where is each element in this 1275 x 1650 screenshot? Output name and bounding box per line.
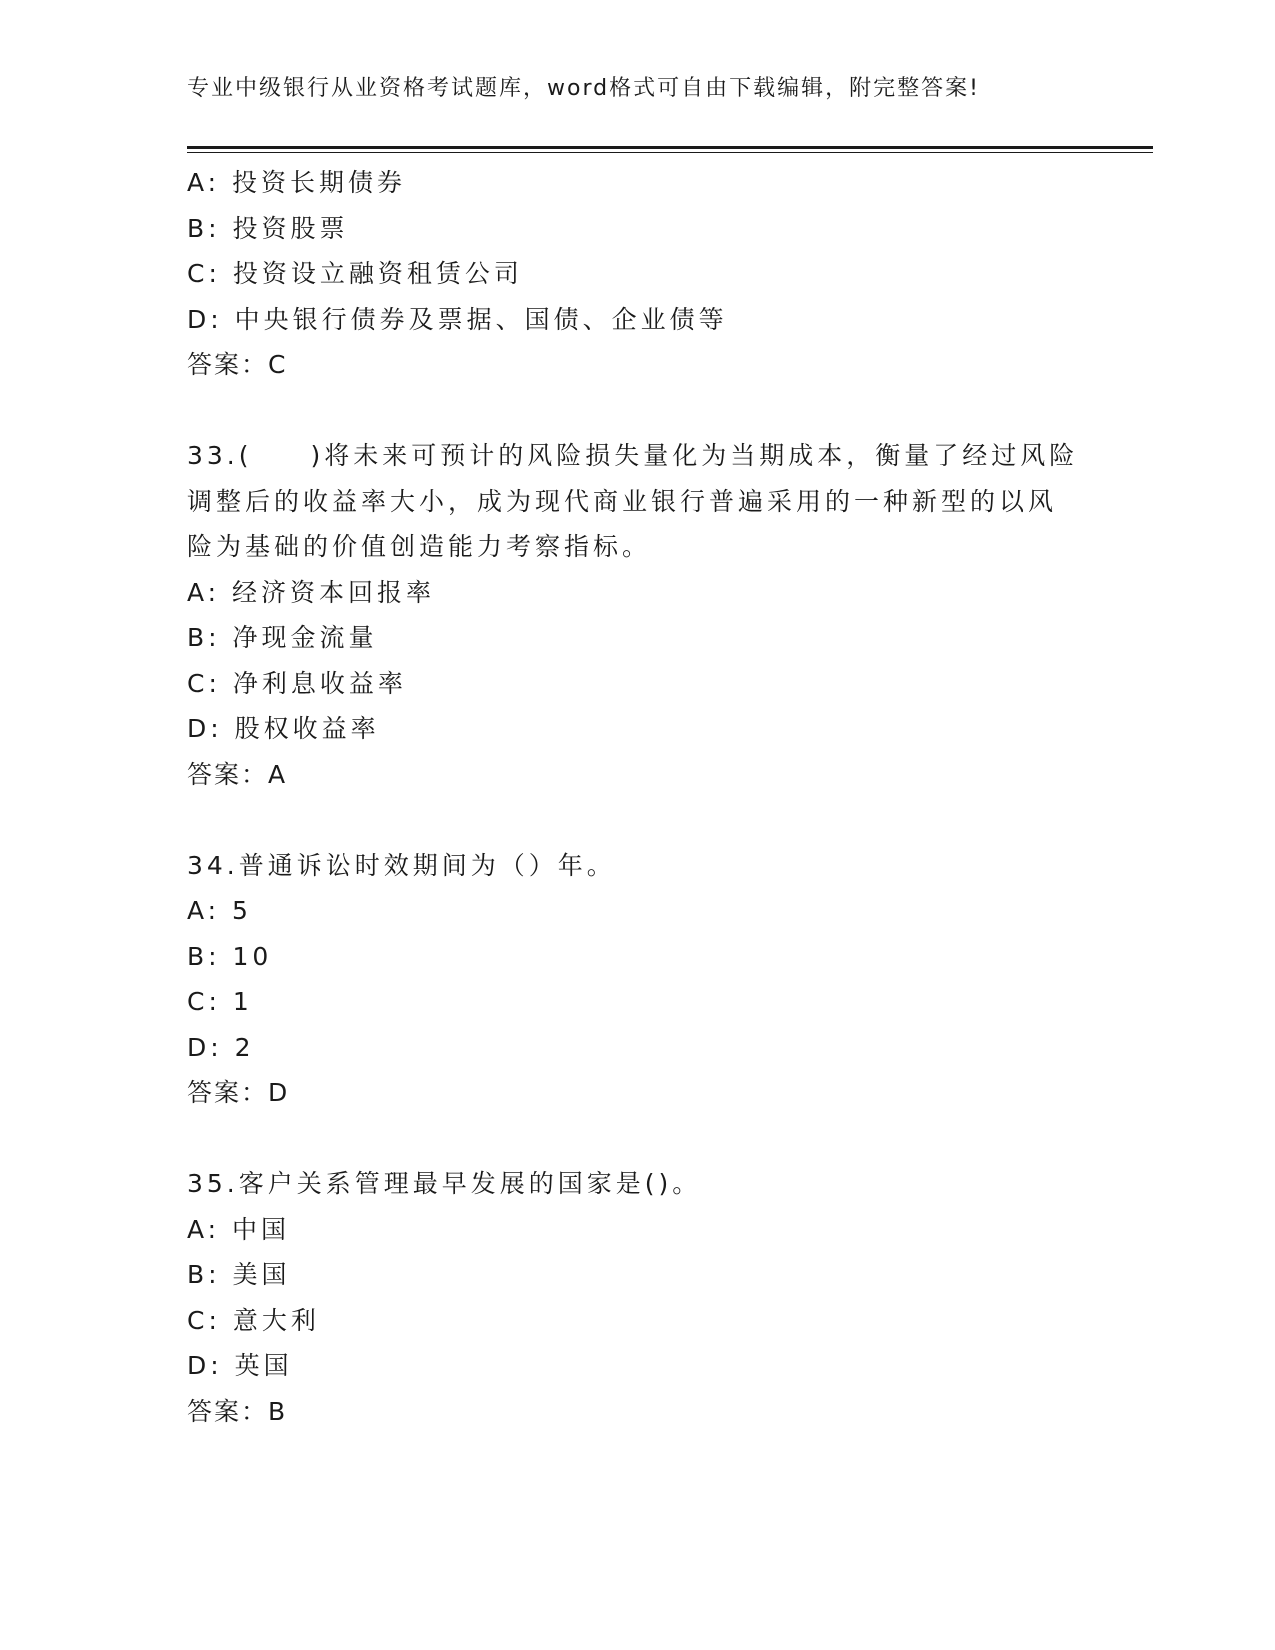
option-b: B: 美国	[187, 1260, 291, 1289]
answer: 答案：A	[187, 759, 288, 789]
question-stem-line: 险为基础的价值创造能力考察指标。	[187, 532, 652, 561]
option-b: B: 投资股票	[187, 213, 349, 243]
option-c: C: 净利息收益率	[187, 668, 407, 698]
option-a: A: 经济资本回报率	[187, 577, 436, 607]
option-d: D: 英国	[187, 1351, 293, 1380]
question-stem: 35.客户关系管理最早发展的国家是()。	[187, 1169, 702, 1198]
header-divider	[187, 146, 1153, 153]
answer: 答案：C	[187, 350, 288, 379]
question-stem-line: 33.( )将未来可预计的风险损失量化为当期成本，衡量了经过风险	[187, 441, 1079, 470]
answer: 答案：D	[187, 1078, 290, 1107]
question-stem: 34.普通诉讼时效期间为（）年。	[187, 850, 616, 880]
question-33	[187, 433, 1087, 797]
option-c: C: 意大利	[187, 1305, 320, 1335]
page-header: 专业中级银行从业资格考试题库，word格式可自由下载编辑，附完整答案!	[187, 76, 980, 101]
option-d: D: 股权收益率	[187, 714, 380, 743]
option-a: A: 投资长期债券	[187, 168, 407, 197]
answer: 答案：B	[187, 1396, 288, 1426]
option-b: B: 10	[187, 941, 273, 971]
option-d: D: 中央银行债券及票据、国债、企业债等	[187, 304, 728, 334]
option-b: B: 净现金流量	[187, 623, 378, 652]
option-d: D: 2	[187, 1032, 255, 1062]
question-list	[187, 160, 1087, 1434]
option-c: C: 投资设立融资租赁公司	[187, 259, 523, 288]
question-stem	[187, 433, 1079, 570]
option-c: C: 1	[187, 987, 253, 1016]
question-34	[187, 843, 1087, 1116]
option-a: A: 中国	[187, 1214, 291, 1244]
question-stem-line: 调整后的收益率大小，成为现代商业银行普遍采用的一种新型的以风	[187, 486, 1058, 516]
option-a: A: 5	[187, 896, 252, 925]
question-32	[187, 160, 1087, 388]
question-35	[187, 1161, 1087, 1434]
